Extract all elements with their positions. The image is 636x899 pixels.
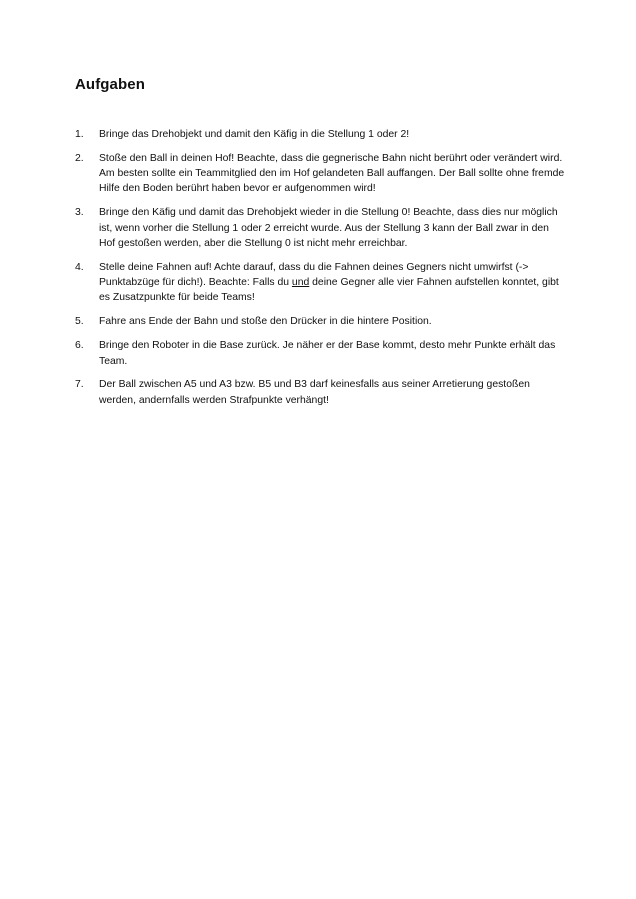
task-item-7: [75, 377, 565, 408]
task-text: Stoße den Ball in deinen Hof! Beachte, dass die gegnerische Bahn nicht berührt oder verändert wird. Am besten sollte ein Teammitglied den im Hof gelandeten Ball auffangen. Der Ball sollte ohne fremde Hilfe den Boden berührt haben bevor er aufgenommen wird!: [99, 152, 565, 195]
task-number: 5.: [75, 316, 84, 328]
task-number: 1.: [75, 129, 84, 140]
task-item-6: [75, 338, 565, 369]
task-number: 7.: [75, 379, 84, 391]
task-item-5: [75, 314, 565, 329]
page-title: Aufgaben: [75, 76, 145, 93]
task-number: 2.: [75, 152, 84, 164]
task-item-2: [75, 151, 565, 197]
task-text: [99, 260, 565, 306]
task-text-before: Stelle deine Fahnen auf! Achte darauf, dass du die Fahnen deines Gegners nicht umwirfst (-> Punktabzüge für dich!). Beachte: Falls du: [99, 261, 529, 289]
task-number: 4.: [75, 261, 84, 273]
task-number: 6.: [75, 340, 84, 352]
task-item-4: [75, 260, 565, 306]
task-text: Bringe das Drehobjekt und damit den Käfig in die Stellung 1 oder 2!: [99, 129, 410, 140]
task-item-3: [75, 205, 565, 251]
task-text: Bringe den Käfig und damit das Drehobjekt wieder in die Stellung 0! Beachte, dass dies nur möglich ist, wenn vorher die Stellung 1 oder 2 erreicht wurde. Aus der Stellung 3 kann der Ball zwar in den Hof gestoßen werden, aber die Stellung 0 ist nicht mehr erreichbar.: [99, 207, 558, 249]
task-text: Der Ball zwischen A5 und A3 bzw. B5 und B3 darf keinesfalls aus seiner Arretierung gestoßen werden, andernfalls werden Strafpunkte verhängt!: [99, 379, 530, 406]
task-text-underlined: und: [291, 277, 310, 289]
task-list: [75, 127, 565, 417]
task-text: Fahre ans Ende der Bahn und stoße den Drücker in die hintere Position.: [99, 316, 432, 328]
task-number: 3.: [75, 207, 84, 219]
task-text-after: deine Gegner alle vier Fahnen aufstellen konntet, gibt es Zusatzpunkte für beide Teams!: [99, 277, 559, 304]
task-text: Bringe den Roboter in die Base zurück. Je näher er der Base kommt, desto mehr Punkte erhält das Team.: [99, 340, 556, 367]
task-item-1: [75, 127, 565, 142]
